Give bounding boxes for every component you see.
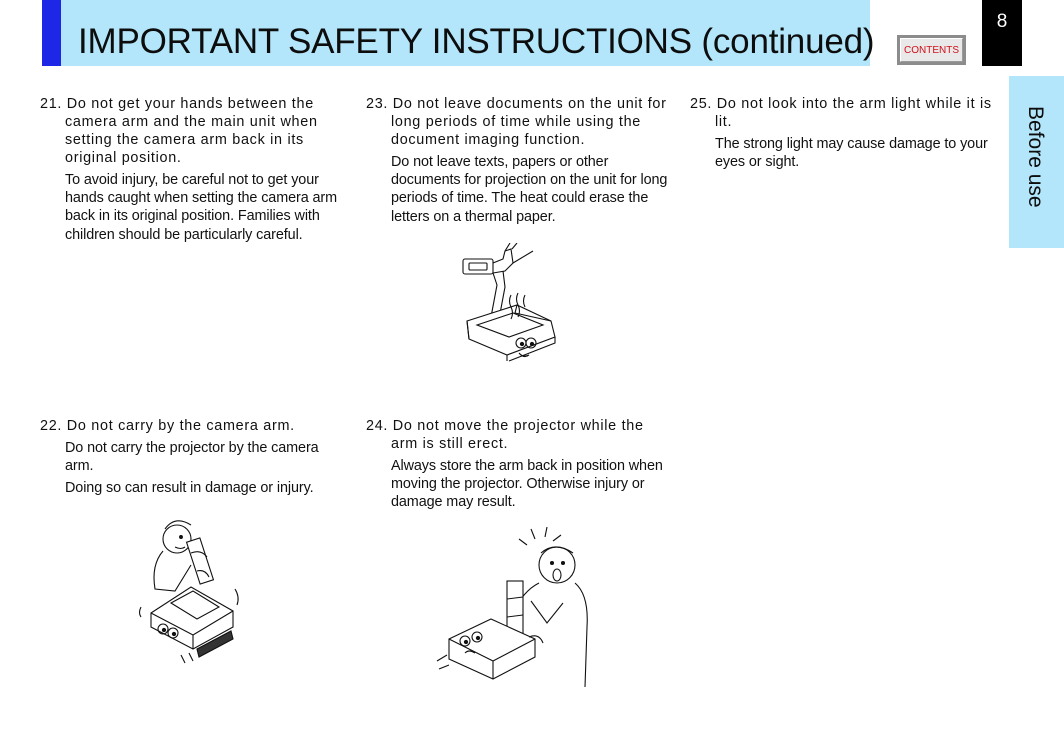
safety-item-22	[40, 417, 345, 498]
contents-button[interactable]	[897, 35, 966, 65]
item-text: Do not carry the projector by the camera arm.	[65, 440, 319, 475]
item-text: The strong light may cause damage to your eyes or sight.	[715, 136, 988, 171]
move-with-arm-erect-illustration	[435, 527, 595, 692]
carry-by-arm-illustration	[135, 515, 245, 665]
page-number: 8	[982, 0, 1022, 66]
item-text: To avoid injury, be careful not to get your hands caught when setting the camera arm back in its original position. Families with children should be particularly careful.	[65, 172, 337, 243]
contents-button-label: CONTENTS	[900, 38, 963, 62]
item-heading: 25. Do not look into the arm light while it is lit.	[690, 96, 992, 130]
projector-heat-illustration	[455, 243, 565, 368]
item-heading: 21. Do not get your hands between the camera arm and the main unit when setting the camera arm back in its original position.	[40, 96, 318, 166]
section-tab[interactable]	[1009, 76, 1064, 248]
page-title: IMPORTANT SAFETY INSTRUCTIONS (continued)	[78, 22, 875, 61]
safety-item-25	[690, 95, 995, 171]
section-tab-label: Before use	[1024, 106, 1047, 208]
item-text: Always store the arm back in position when moving the projector. Otherwise injury or damage may result.	[391, 458, 663, 511]
item-text: Do not leave texts, papers or other documents for projection on the unit for long periods of time. The heat could erase the letters on a thermal paper.	[391, 154, 668, 225]
item-heading: 22. Do not carry by the camera arm.	[40, 418, 295, 434]
safety-item-24	[366, 417, 671, 512]
item-text: Doing so can result in damage or injury.	[65, 480, 314, 497]
item-heading: 23. Do not leave documents on the unit for long periods of time while using the document imaging function.	[366, 96, 667, 148]
safety-item-21	[40, 95, 340, 244]
title-accent-bar	[42, 0, 61, 66]
safety-item-23	[366, 95, 671, 226]
item-heading: 24. Do not move the projector while the arm is still erect.	[366, 418, 644, 452]
